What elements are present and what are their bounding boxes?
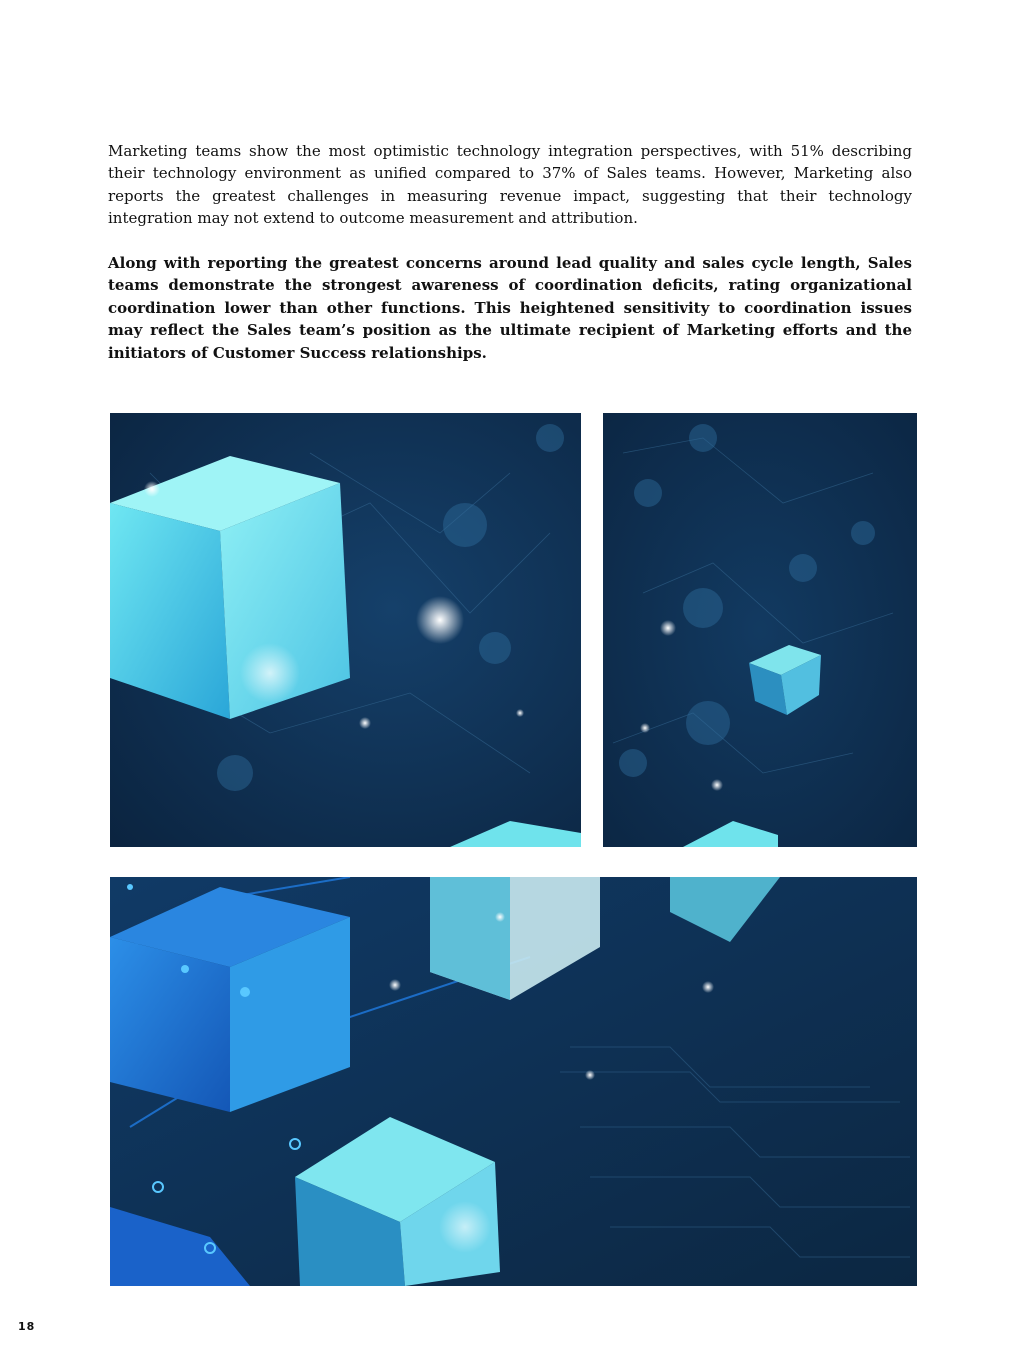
decorative-cube-image-wide bbox=[110, 877, 917, 1286]
page-number: 18 bbox=[18, 1320, 36, 1333]
body-paragraph: Marketing teams show the most optimistic technology integration perspectives, with 51% describing their technology environment as unified compared to 37% of Sales teams. However, Marketing also reports the greatest challenges in measuring revenue impact, suggesting that their technology integration may not extend to outcome measurement and attribution. bbox=[108, 142, 912, 228]
highlight-paragraph: Along with reporting the greatest concerns around lead quality and sales cycle length, Sales teams demonstrate the strongest awareness of coordination deficits, rating organizational coordination lower than other functions. This heightened sensitivity to coordination issues may reflect the Sales team’s position as the ultimate recipient of Marketing efforts and the initiators of Customer Success relationships. bbox=[108, 254, 912, 362]
decorative-cube-image-right bbox=[603, 413, 917, 847]
decorative-cube-image-left bbox=[110, 413, 581, 847]
